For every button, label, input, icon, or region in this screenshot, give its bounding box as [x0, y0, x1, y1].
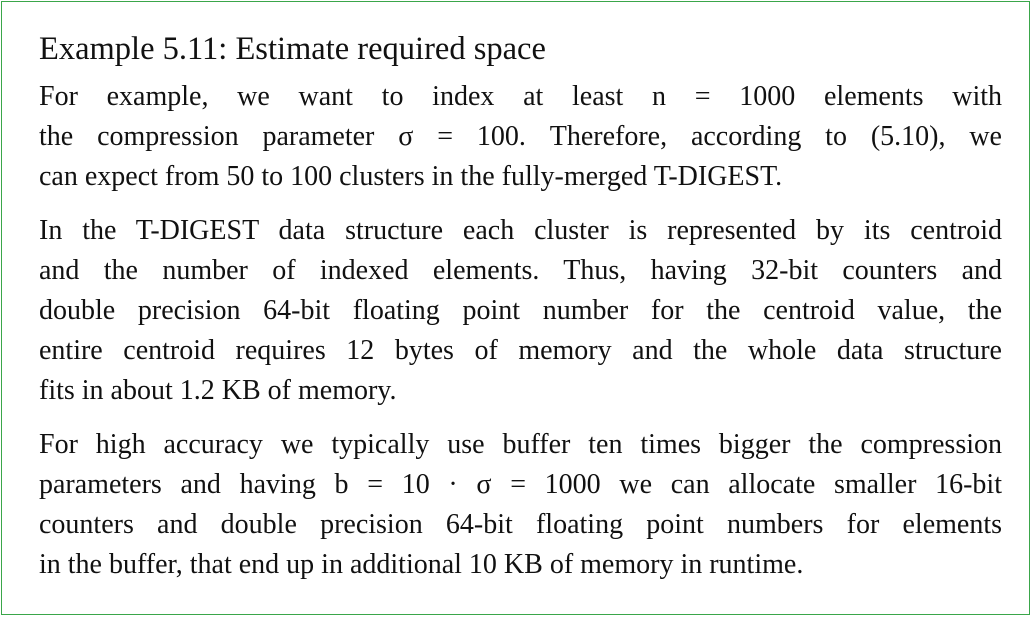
- paragraph-line: can expect from 50 to 100 clusters in the fully-merged T-DIGEST.: [39, 161, 783, 192]
- example-content: [39, 29, 1002, 599]
- paragraph-line: fits in about 1.2 KB of memory.: [39, 375, 397, 406]
- paragraph-1: [39, 77, 1002, 197]
- paragraph-line: the compression parameter σ = 100. Therefore, according to (5.10), we: [39, 121, 1002, 152]
- paragraph-line: For high accuracy we typically use buffer ten times bigger the compression: [39, 429, 1002, 460]
- paragraph-line: counters and double precision 64-bit floating point numbers for elements: [39, 509, 1002, 540]
- paragraph-line: and the number of indexed elements. Thus, having 32-bit counters and: [39, 255, 1002, 286]
- paragraph-line: in the buffer, that end up in additional 10 KB of memory in runtime.: [39, 549, 804, 580]
- example-title: Example 5.11: Estimate required space: [39, 31, 546, 67]
- paragraph-2: [39, 211, 1002, 411]
- paragraph-3: [39, 425, 1002, 585]
- paragraph-line: parameters and having b = 10 · σ = 1000 we can allocate smaller 16-bit: [39, 469, 1002, 500]
- paragraph-line: double precision 64-bit floating point number for the centroid value, the: [39, 295, 1002, 326]
- paragraph-line: For example, we want to index at least n = 1000 elements with: [39, 81, 1002, 112]
- paragraph-line: entire centroid requires 12 bytes of memory and the whole data structure: [39, 335, 1002, 366]
- example-box: [1, 1, 1030, 615]
- paragraph-line: In the T-DIGEST data structure each cluster is represented by its centroid: [39, 215, 1002, 246]
